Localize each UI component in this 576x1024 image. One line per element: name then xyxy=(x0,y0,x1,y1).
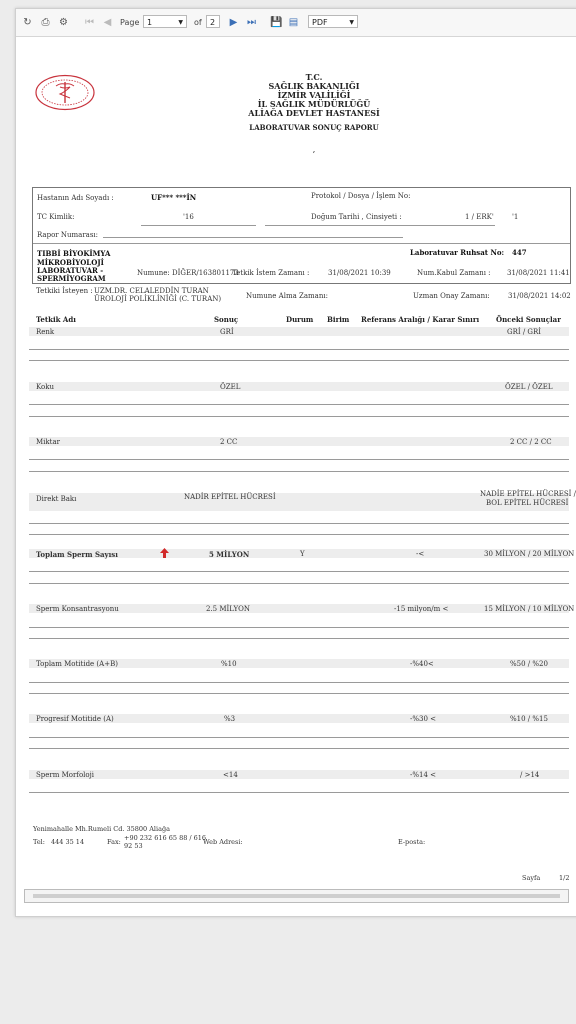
row-divider xyxy=(29,404,569,405)
report-no-underline xyxy=(103,237,403,238)
row-result: NADİR EPİTEL HÜCRESİ xyxy=(184,493,276,501)
footer-fax-value: +90 232 616 65 88 / 616 xyxy=(124,834,207,842)
row-previous: / >14 xyxy=(520,771,540,779)
row-result: %10 xyxy=(221,660,237,668)
row-divider xyxy=(29,737,569,738)
row-divider xyxy=(29,349,569,350)
row-previous: NADİE EPİTEL HÜCRESİ / xyxy=(480,490,576,498)
footer-tel-label: Tel: xyxy=(33,838,45,846)
export-format-value: PDF xyxy=(312,18,328,27)
patient-name-label: Hastanın Adı Soyadı : xyxy=(37,194,114,202)
row-previous-2: BOL EPİTEL HÜCRESİ xyxy=(486,499,569,507)
footer-address: Yenimahalle Mh.Rumeli Cd. 35800 Aliağa xyxy=(33,825,171,833)
row-name: Miktar xyxy=(36,438,60,446)
header-hospital: ALİAĞA DEVLET HASTANESİ xyxy=(248,108,380,118)
row-previous: GRİ / GRİ xyxy=(507,328,542,336)
row-status: Y xyxy=(300,550,305,558)
birth-extra: '1 xyxy=(512,213,519,221)
total-pages-value: 2 xyxy=(210,18,216,27)
row-divider xyxy=(29,748,569,749)
row-result: %3 xyxy=(224,715,236,723)
row-result: 2.5 MİLYON xyxy=(206,605,250,613)
accept-time-value: 31/08/2021 11:41 xyxy=(507,269,570,277)
sample-time-label: Numune Alma Zamanı: xyxy=(246,292,328,300)
row-divider xyxy=(29,693,569,694)
footer-page-label: Sayfa xyxy=(522,874,541,882)
dept-microbiology: MİKROBİYOLOJİ xyxy=(37,258,104,267)
report-page xyxy=(24,39,576,884)
row-previous: 2 CC / 2 CC xyxy=(510,438,552,446)
row-reference: -%14 < xyxy=(410,771,437,779)
row-reference: -15 milyon/m < xyxy=(394,605,449,613)
dept-spermiogram: SPERMİYOGRAM xyxy=(37,274,106,283)
of-label: of xyxy=(194,18,202,27)
row-divider xyxy=(29,416,569,417)
scrollbar-thumb[interactable] xyxy=(33,894,560,898)
footer-web-label: Web Adresi: xyxy=(203,838,243,846)
col-previous: Önceki Sonuçlar xyxy=(496,315,561,324)
tc-underline xyxy=(141,225,256,226)
print-icon[interactable]: ⎙ xyxy=(41,17,50,28)
license-value: 447 xyxy=(512,248,527,257)
row-divider xyxy=(29,627,569,628)
row-name: Sperm Konsantrasyonu xyxy=(36,605,119,613)
row-name: Direkt Bakı xyxy=(36,495,77,503)
prev-page-icon[interactable]: ◀ xyxy=(103,17,112,28)
export-format-select[interactable] xyxy=(308,15,358,28)
page-label: Page xyxy=(120,18,140,27)
table-row xyxy=(29,770,569,779)
requester-doctor: UZM.DR. CELALEDDİN TURAN xyxy=(94,287,209,295)
row-reference: -%40< xyxy=(410,660,434,668)
row-divider xyxy=(29,638,569,639)
table-row xyxy=(29,382,569,391)
row-previous: ÖZEL / ÖZEL xyxy=(505,383,553,391)
row-divider xyxy=(29,459,569,460)
chevron-down-icon: ▼ xyxy=(178,19,183,26)
report-no-label: Rapor Numarası: xyxy=(37,231,99,239)
header-directorate: İL SAĞLIK MÜDÜRLÜĞÜ xyxy=(257,99,371,109)
save-icon[interactable]: 💾 xyxy=(270,17,283,28)
row-name: Sperm Morfoloji xyxy=(36,771,95,779)
row-divider xyxy=(29,792,569,793)
tc-label: TC Kimlik: xyxy=(37,213,75,221)
dept-laboratory: LABORATUVAR - xyxy=(37,266,104,275)
total-pages xyxy=(206,15,220,28)
box-divider xyxy=(33,243,570,244)
row-divider xyxy=(29,471,569,472)
row-divider xyxy=(29,534,569,535)
row-result: 5 MİLYON xyxy=(209,550,250,559)
row-result: 2 CC xyxy=(220,438,238,446)
header-tc: T.C. xyxy=(305,72,323,82)
footer-page-value: 1/2 xyxy=(559,874,570,882)
row-result: ÖZEL xyxy=(220,383,241,391)
row-previous: %50 / %20 xyxy=(510,660,548,668)
header-governorship: İZMİR VALİLİĞİ xyxy=(277,90,351,100)
row-result: GRİ xyxy=(220,328,234,336)
header-ministry: SAĞLIK BAKANLIĞI xyxy=(268,81,360,91)
row-previous: %10 / %15 xyxy=(510,715,548,723)
birth-label: Doğum Tarihi , Cinsiyeti : xyxy=(311,213,402,221)
row-name: Toplam Motitide (A+B) xyxy=(36,660,118,668)
row-name: Koku xyxy=(36,383,55,391)
table-row xyxy=(29,437,569,446)
export-icon[interactable]: ▤ xyxy=(288,17,299,28)
row-result: <14 xyxy=(223,771,238,779)
ministry-logo xyxy=(34,74,96,111)
page-input-value: 1 xyxy=(147,18,153,27)
approval-value: 31/08/2021 14:02 xyxy=(508,292,571,300)
requester-clinic: ÜROLOJİ POLİKLİNİĞİ (C. TURAN) xyxy=(94,295,222,303)
accept-time-label: Num.Kabul Zamanı : xyxy=(417,269,491,277)
col-reference: Referans Aralığı / Karar Sınırı xyxy=(361,315,480,324)
row-divider xyxy=(29,360,569,361)
col-unit: Birim xyxy=(327,315,350,324)
row-divider xyxy=(29,523,569,524)
first-page-icon[interactable]: ⏮ xyxy=(85,17,94,28)
col-test-name: Tetkik Adı xyxy=(36,315,76,324)
viewer-toolbar xyxy=(16,9,576,37)
row-divider xyxy=(29,571,569,572)
horizontal-scrollbar[interactable] xyxy=(24,889,569,903)
footer-tel-value: 444 35 14 xyxy=(51,838,85,846)
license-label: Laboratuvar Ruhsat No: xyxy=(410,248,505,257)
row-reference: -%30 < xyxy=(410,715,437,723)
birth-value: 1 / ERK' xyxy=(465,213,494,221)
row-reference: -< xyxy=(416,550,425,558)
row-divider xyxy=(29,682,569,683)
table-row xyxy=(29,327,569,336)
footer-fax-value-2: 92 53 xyxy=(124,842,143,850)
tc-value: '16 xyxy=(183,213,194,221)
approval-label: Uzman Onay Zamanı: xyxy=(413,292,490,300)
refresh-icon[interactable]: ↻ xyxy=(23,17,32,28)
last-page-icon[interactable]: ⏭ xyxy=(247,17,256,28)
pdf-viewer-window xyxy=(15,8,576,917)
up-arrow-alert-icon xyxy=(160,548,169,558)
col-status: Durum xyxy=(286,315,314,324)
birth-underline xyxy=(265,225,495,226)
page-input[interactable] xyxy=(143,15,187,28)
row-name: Progresif Motitide (A) xyxy=(36,715,114,723)
row-previous: 15 MİLYON / 10 MİLYON xyxy=(484,605,575,613)
col-result: Sonuç xyxy=(214,315,239,324)
sample-label: Numune: DİĞER/163801173 xyxy=(137,269,239,277)
dept-biochemistry: TIBBİ BİYOKİMYA xyxy=(37,249,111,258)
patient-name-value: UF*** ***İN xyxy=(151,193,197,202)
header-mark: , xyxy=(312,145,316,154)
row-previous: 30 MİLYON / 20 MİLYON xyxy=(484,550,575,558)
request-time-label: Tetkik İstem Zamanı : xyxy=(232,269,310,277)
requester-label: Tetkiki İsteyen : xyxy=(36,287,93,295)
protocol-label: Protokol / Dosya / İşlem No: xyxy=(311,192,411,200)
row-name: Renk xyxy=(36,328,55,336)
chevron-down-icon: ▼ xyxy=(349,19,354,26)
next-page-icon[interactable]: ▶ xyxy=(229,17,238,28)
row-divider xyxy=(29,583,569,584)
footer-fax-label: Fax: xyxy=(107,838,121,846)
footer-email-label: E-posta: xyxy=(398,838,426,846)
row-name: Toplam Sperm Sayısı xyxy=(36,550,118,559)
report-title: LABORATUVAR SONUÇ RAPORU xyxy=(249,123,379,132)
request-time-value: 31/08/2021 10:39 xyxy=(328,269,391,277)
print-setup-icon[interactable]: ⚙ xyxy=(59,17,68,28)
